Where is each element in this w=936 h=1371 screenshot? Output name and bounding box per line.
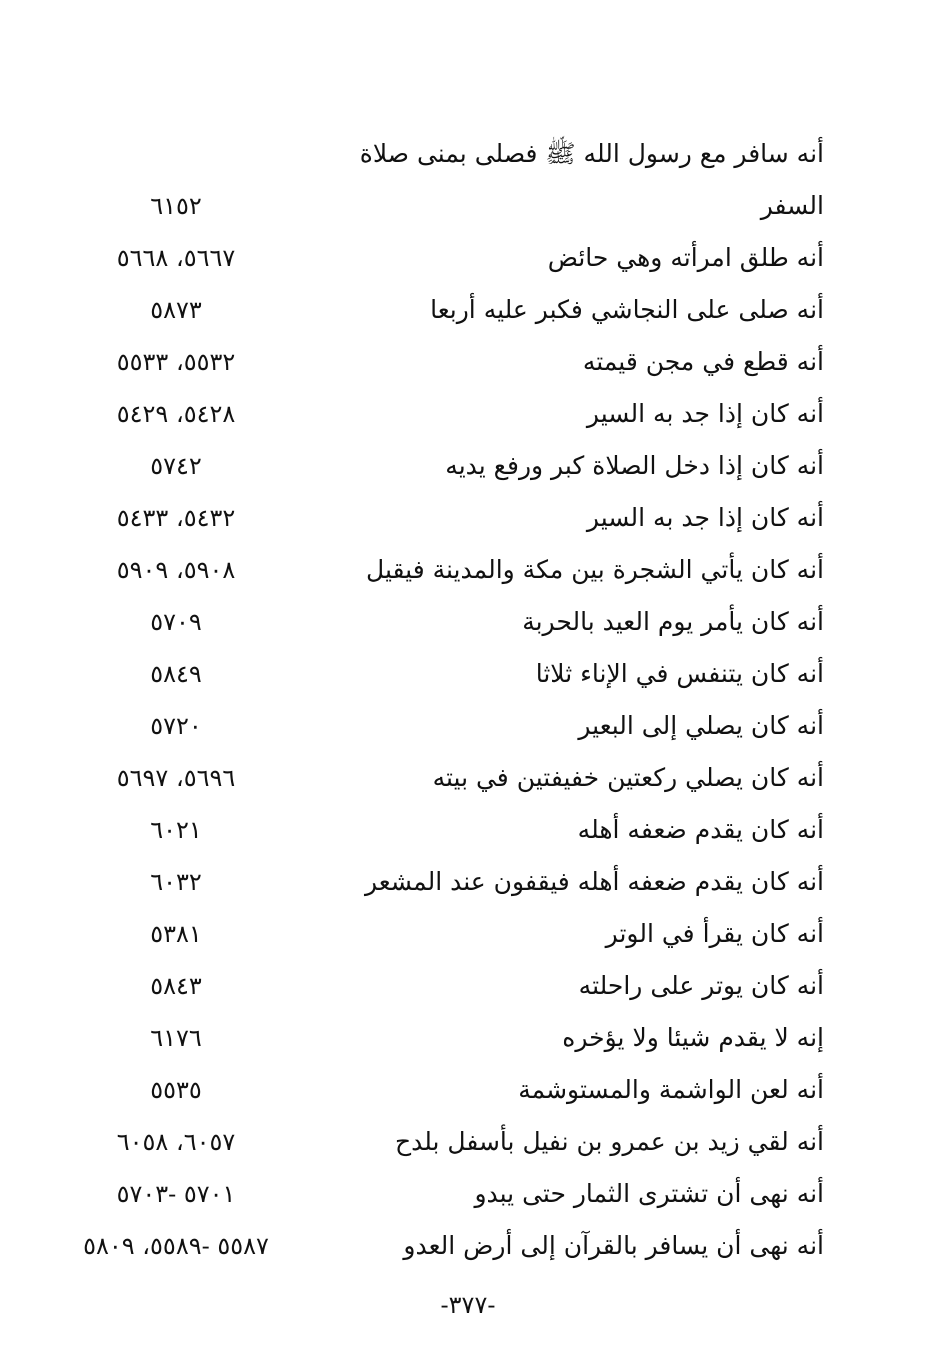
- index-entry: [0, 1220, 936, 1272]
- entry-text: أنه كان يوتر على راحلته: [578, 971, 824, 1000]
- entry-text: أنه كان يأتي الشجرة بين مكة والمدينة فيقيل: [366, 555, 824, 584]
- entry-text: أنه كان يقدم ضعفه أهله فيقفون عند المشعر: [365, 867, 824, 896]
- entry-text: أنه كان يتنفس في الإناء ثلاثا: [535, 659, 824, 688]
- entry-text: أنه كان إذا جد به السير: [586, 503, 824, 532]
- entry-reference: ٥٤٣٢، ٥٤٣٣: [116, 504, 236, 532]
- entry-text: إنه لا يقدم شيئا ولا يؤخره: [562, 1023, 824, 1052]
- index-entry: [0, 232, 936, 284]
- entry-reference: ٥٧٤٢: [150, 452, 202, 480]
- entry-text: السفر: [760, 191, 824, 220]
- entry-reference: ٥٧٠١ -٥٧٠٣: [116, 1180, 236, 1208]
- entry-reference: ٥٥٣٢، ٥٥٣٣: [116, 348, 236, 376]
- entry-text: أنه كان يأمر يوم العيد بالحربة: [522, 607, 824, 636]
- index-entry: [0, 1012, 936, 1064]
- entry-text: أنه كان إذا جد به السير: [586, 399, 824, 428]
- entry-reference: ٥٨٤٣: [150, 972, 202, 1000]
- entry-reference: ٥٧٢٠: [150, 712, 202, 740]
- index-entry: [0, 544, 936, 596]
- entry-reference: ٥٨٧٣: [150, 296, 202, 324]
- entry-text: أنه كان يقرأ في الوتر: [605, 919, 824, 948]
- index-entry: [0, 596, 936, 648]
- entry-reference: ٥٣٨١: [150, 920, 202, 948]
- entry-reference: ٦١٧٦: [150, 1024, 202, 1052]
- entry-text: أنه كان يقدم ضعفه أهله: [577, 815, 824, 844]
- entry-reference: ٥٧٠٩: [150, 608, 202, 636]
- entry-reference: ٥٤٢٨، ٥٤٢٩: [116, 400, 236, 428]
- index-entry: [0, 336, 936, 388]
- page-number: -٣٧٧-: [440, 1291, 496, 1319]
- entry-reference: ٥٦٦٧، ٥٦٦٨: [116, 244, 236, 272]
- index-entry: [0, 492, 936, 544]
- entry-text: أنه لقي زيد بن عمرو بن نفيل بأسفل بلدح: [394, 1127, 824, 1156]
- entry-reference: ٦٠٣٢: [150, 868, 202, 896]
- index-entry: [0, 440, 936, 492]
- entry-text: أنه كان إذا دخل الصلاة كبر ورفع يديه: [445, 451, 824, 480]
- entry-reference: ٥٩٠٨، ٥٩٠٩: [116, 556, 236, 584]
- index-entry: [0, 908, 936, 960]
- entry-reference: ٦٠٢١: [150, 816, 202, 844]
- first-entry-text-line: أنه سافر مع رسول الله ﷺ فصلى بمنى صلاة: [359, 139, 824, 168]
- entry-text: أنه لعن الواشمة والمستوشمة: [518, 1075, 824, 1104]
- index-entry: [0, 752, 936, 804]
- entry-text: أنه نهى أن تشترى الثمار حتى يبدو: [474, 1179, 824, 1208]
- entry-reference: ٥٦٩٦، ٥٦٩٧: [116, 764, 236, 792]
- entry-reference: ٦١٥٢: [150, 192, 202, 220]
- index-entry: [0, 648, 936, 700]
- index-entry: [0, 700, 936, 752]
- index-entry: [0, 388, 936, 440]
- entry-reference: ٥٥٣٥: [150, 1076, 202, 1104]
- entry-text: أنه قطع في مجن قيمته: [582, 347, 824, 376]
- index-entry: [0, 1168, 936, 1220]
- index-entry: [0, 180, 936, 232]
- index-entry: [0, 1116, 936, 1168]
- entry-reference: ٦٠٥٧، ٦٠٥٨: [116, 1128, 236, 1156]
- entry-text: أنه صلى على النجاشي فكبر عليه أربعا: [430, 295, 824, 324]
- entry-text: أنه كان يصلي ركعتين خفيفتين في بيته: [432, 763, 824, 792]
- index-entry: [0, 1064, 936, 1116]
- index-entries: [0, 180, 936, 1272]
- index-entry: [0, 960, 936, 1012]
- entry-reference: ٥٨٤٩: [150, 660, 202, 688]
- entry-text: أنه طلق امرأته وهي حائض: [547, 243, 824, 272]
- index-entry: [0, 284, 936, 336]
- index-entry: [0, 856, 936, 908]
- entry-text: أنه نهى أن يسافر بالقرآن إلى أرض العدو: [403, 1231, 824, 1260]
- entry-text: أنه كان يصلي إلى البعير: [578, 711, 824, 740]
- entry-reference: ٥٥٨٧ -٥٥٨٩، ٥٨٠٩: [83, 1232, 269, 1260]
- index-entry: [0, 804, 936, 856]
